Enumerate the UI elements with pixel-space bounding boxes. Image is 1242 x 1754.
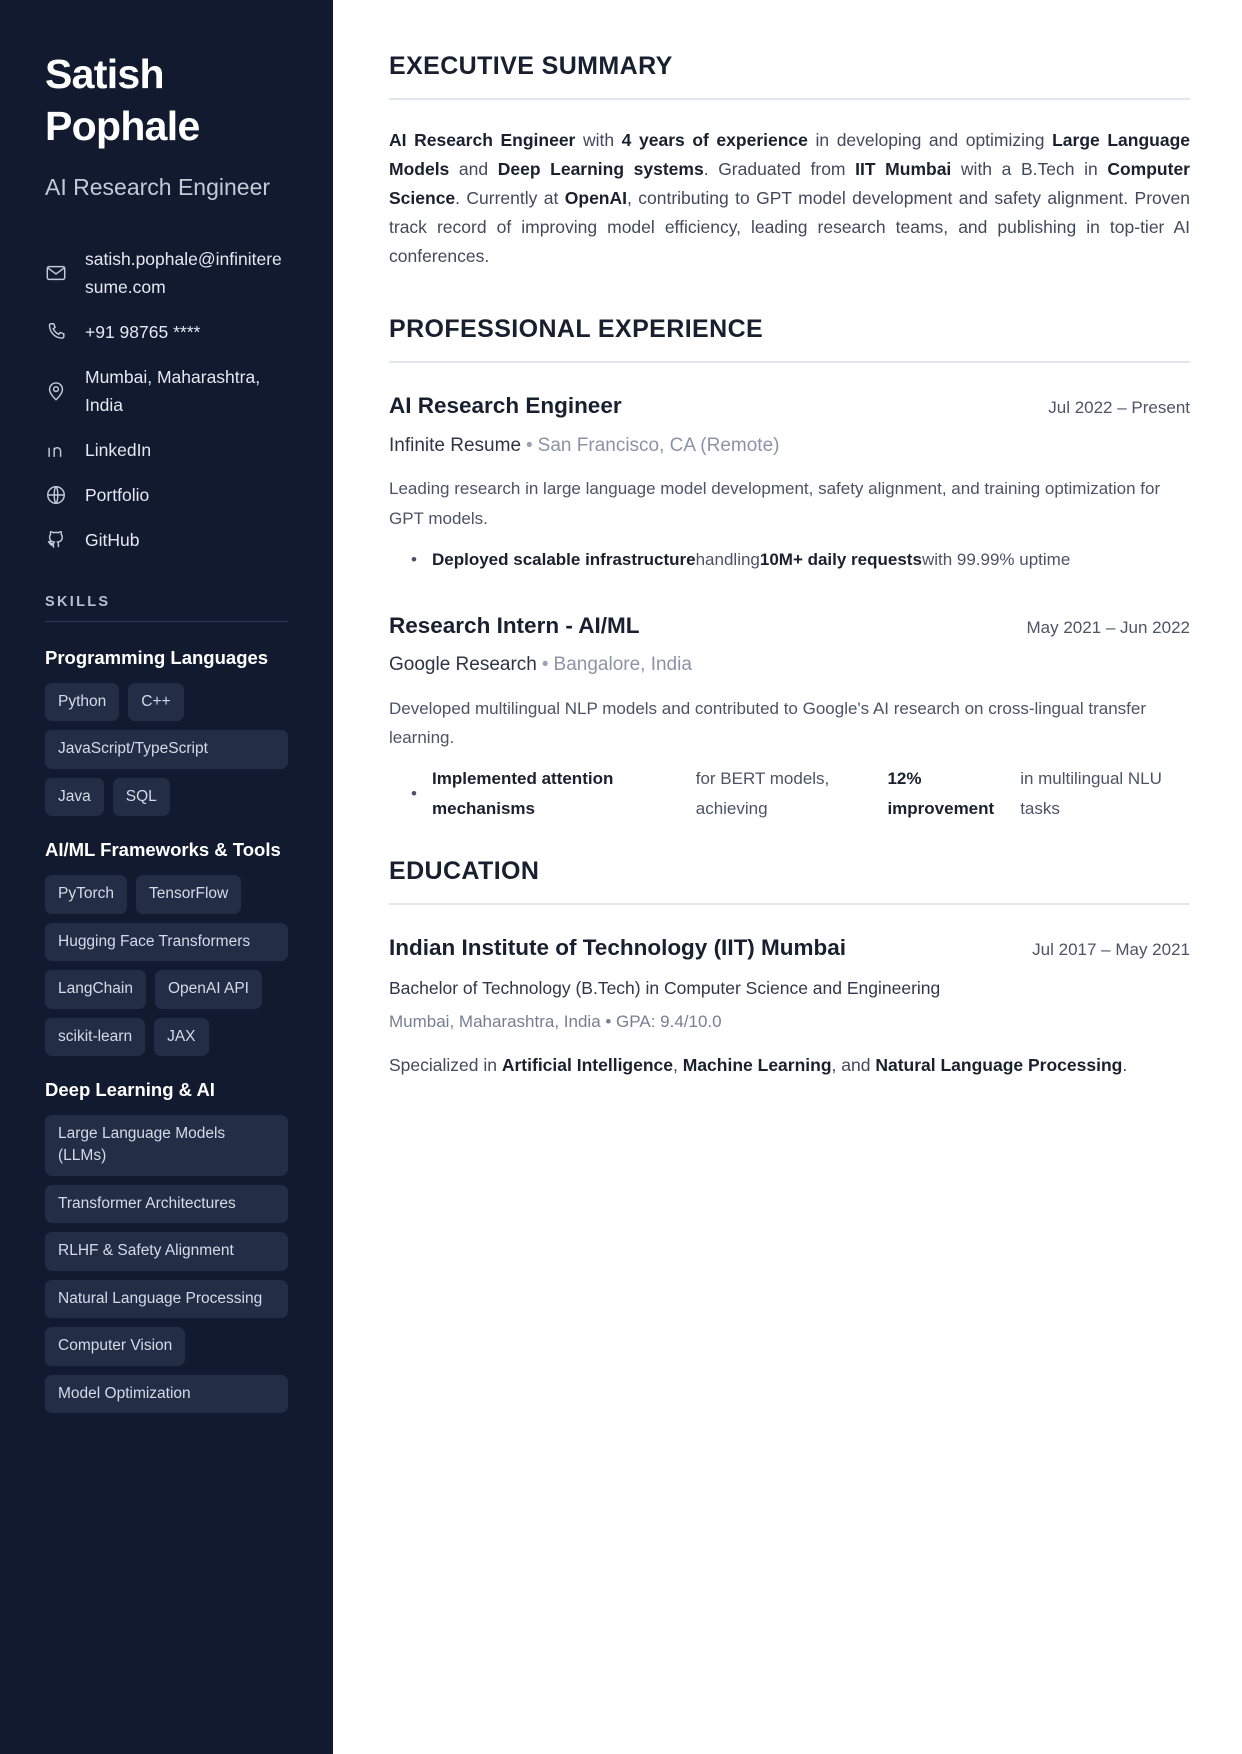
skill-group-title: Deep Learning & AI <box>45 1079 215 1100</box>
skill-tag[interactable]: SQL <box>113 778 170 816</box>
job-title: Research Intern - AI/ML <box>389 612 640 638</box>
job-location: San Francisco, CA (Remote) <box>537 434 780 456</box>
summary-strong-0: AI Research Engineer <box>389 130 576 150</box>
summary-strong-10: Computer Science <box>389 159 1190 209</box>
entry-header <box>389 389 1190 423</box>
section-divider <box>389 903 1190 905</box>
contact-text: satish.pophale@infiniteresume.com <box>85 249 282 298</box>
entry-header <box>389 609 1190 643</box>
contact-row-envelope[interactable] <box>45 245 288 301</box>
globe-icon <box>45 484 67 506</box>
job-organization: Google Research <box>389 654 537 676</box>
job-bullet <box>411 764 1190 823</box>
skill-tag[interactable]: Natural Language Processing <box>45 1280 288 1318</box>
linkedin-icon <box>45 439 67 461</box>
education-entry <box>389 931 1190 1080</box>
skill-group <box>45 836 288 1056</box>
contact-row-github[interactable] <box>45 526 288 554</box>
skill-tag[interactable]: RLHF & Safety Alignment <box>45 1232 288 1270</box>
contact-row-location-pin[interactable] <box>45 363 288 419</box>
edu-0-note-text-4: , and <box>831 1055 876 1076</box>
summary-strong-4: Large Language Models <box>389 130 1191 180</box>
education-list <box>389 931 1190 1080</box>
skills-section-label: SKILLS <box>45 594 288 622</box>
skill-group-title: AI/ML Frameworks & Tools <box>45 839 281 861</box>
experience-entry <box>389 609 1190 824</box>
summary-text-13: , contributing to GPT model development and safety alignment. Proven track record of improving model efficiency, leading research teams, and publishing in top-tier AI conferences. <box>389 188 1190 267</box>
contact-text: GitHub <box>85 530 140 551</box>
executive-summary-heading: EXECUTIVE SUMMARY <box>389 52 673 80</box>
candidate-name: Satish Pophale <box>45 51 200 150</box>
edu-0-note-text-2: , <box>673 1055 683 1076</box>
contact-text: Mumbai, Maharashtra, India <box>85 367 261 416</box>
separator-dot: • <box>526 434 533 456</box>
skill-group-title: Programming Languages <box>45 647 269 669</box>
exp-1-bullet-0-text-1: for BERT models, achieving <box>695 769 830 818</box>
skill-tag[interactable]: Transformer Architectures <box>45 1185 288 1223</box>
education-heading: EDUCATION <box>389 857 540 886</box>
skill-tag[interactable]: Hugging Face Transformers <box>45 923 288 961</box>
job-date-range: Jul 2022 – Present <box>1048 398 1190 418</box>
summary-strong-6: Deep Learning systems <box>497 159 704 180</box>
school-location-gpa: Mumbai, Maharashtra, India • GPA: 9.4/10.0 <box>389 1012 722 1032</box>
contact-text: +91 98765 **** <box>85 322 201 343</box>
professional-experience-heading: PROFESSIONAL EXPERIENCE <box>389 315 764 344</box>
school-date-range: Jul 2017 – May 2021 <box>1032 940 1190 960</box>
skill-tag[interactable]: LangChain <box>45 970 146 1008</box>
summary-text-7: . Graduated from <box>703 159 856 180</box>
skill-tag[interactable]: Large Language Models (LLMs) <box>45 1115 288 1176</box>
job-location: Bangalore, India <box>553 654 692 676</box>
section-divider <box>389 98 1190 100</box>
summary-text-11: . Currently at <box>455 188 565 209</box>
summary-text-1: with <box>575 130 622 150</box>
exp-0-bullet-0-text-3: with 99.99% uptime <box>921 549 1071 569</box>
exp-1-bullet-0-strong-2: 12% improvement <box>887 769 995 818</box>
degree-name: Bachelor of Technology (B.Tech) in Computer Science and Engineering <box>389 978 941 999</box>
edu-0-note-strong-3: Machine Learning <box>682 1055 832 1076</box>
summary-text-9: with a B.Tech in <box>951 159 1108 180</box>
skill-group <box>45 1076 288 1413</box>
skill-tag[interactable]: JavaScript/TypeScript <box>45 730 288 768</box>
summary-text-5: and <box>449 159 498 180</box>
experience-list <box>389 389 1190 823</box>
skill-groups <box>45 644 288 1413</box>
skill-tag-list <box>45 683 288 816</box>
separator-dot: • <box>541 654 549 676</box>
exp-0-bullet-0-strong-2: 10M+ daily requests <box>759 549 922 569</box>
skill-tag[interactable]: Java <box>45 778 104 816</box>
skill-tag[interactable]: PyTorch <box>45 875 127 913</box>
edu-0-note-text-0: Specialized in <box>389 1055 502 1076</box>
job-description: Developed multilingual NLP models and contributed to Google's AI research on cross-lingual transfer learning. <box>389 698 1147 748</box>
school-name: Indian Institute of Technology (IIT) Mumbai <box>389 935 847 961</box>
edu-0-note-text-6: . <box>1122 1055 1128 1076</box>
job-org-location <box>389 651 1190 680</box>
github-icon <box>45 529 67 551</box>
contact-text: Portfolio <box>85 485 150 506</box>
job-date-range: May 2021 – Jun 2022 <box>1026 617 1190 637</box>
sidebar <box>0 0 333 1754</box>
section-divider <box>389 361 1190 363</box>
edu-0-note-strong-5: Natural Language Processing <box>875 1055 1123 1076</box>
contact-list <box>45 245 288 554</box>
skill-tag-list <box>45 875 288 1056</box>
contact-row-globe[interactable] <box>45 481 288 509</box>
experience-entry <box>389 389 1190 574</box>
skill-tag-list <box>45 1115 288 1413</box>
skill-tag[interactable]: Python <box>45 683 119 721</box>
specialization-note <box>389 1051 1190 1080</box>
executive-summary-text <box>389 126 1190 271</box>
skill-tag[interactable]: TensorFlow <box>136 875 241 913</box>
job-bullet-list <box>389 545 1190 575</box>
main-content <box>333 0 1242 1754</box>
candidate-role: AI Research Engineer <box>45 174 271 201</box>
summary-strong-2: 4 years of experience <box>621 130 808 150</box>
skill-tag[interactable]: Computer Vision <box>45 1327 185 1365</box>
exp-0-bullet-0-text-1: handling <box>695 549 760 569</box>
exp-1-bullet-0-strong-0: • Implemented attention mechanisms <box>432 769 614 818</box>
contact-row-linkedin[interactable] <box>45 436 288 464</box>
edu-0-note-strong-1: Artificial Intelligence <box>501 1055 674 1076</box>
skill-tag[interactable]: Model Optimization <box>45 1375 288 1413</box>
skill-tag[interactable]: OpenAI API <box>155 970 262 1008</box>
contact-text: LinkedIn <box>85 440 152 461</box>
job-description: Leading research in large language model development, safety alignment, and training optimization for GPT models. <box>389 479 1161 528</box>
job-organization: Infinite Resume <box>389 434 522 456</box>
exp-0-bullet-0-strong-0: • Deployed scalable infrastructure <box>432 549 696 569</box>
job-title: AI Research Engineer <box>389 393 622 419</box>
job-bullet <box>411 545 1190 575</box>
job-bullet-list <box>389 764 1190 823</box>
summary-strong-8: IIT Mumbai <box>855 159 952 180</box>
skill-group <box>45 644 288 816</box>
skill-tag[interactable]: C++ <box>128 683 183 721</box>
exp-1-bullet-0-text-3: in multilingual NLU tasks <box>1020 769 1162 818</box>
summary-strong-12: OpenAI <box>564 188 627 209</box>
location-pin-icon <box>45 380 67 402</box>
phone-icon <box>45 321 67 343</box>
contact-row-phone[interactable] <box>45 318 288 346</box>
skill-tag[interactable]: JAX <box>154 1018 208 1056</box>
skill-tag[interactable]: scikit-learn <box>45 1018 145 1056</box>
entry-header <box>389 931 1190 965</box>
summary-text-3: in developing and optimizing <box>807 130 1053 150</box>
envelope-icon <box>45 262 67 284</box>
job-org-location <box>389 432 1190 461</box>
